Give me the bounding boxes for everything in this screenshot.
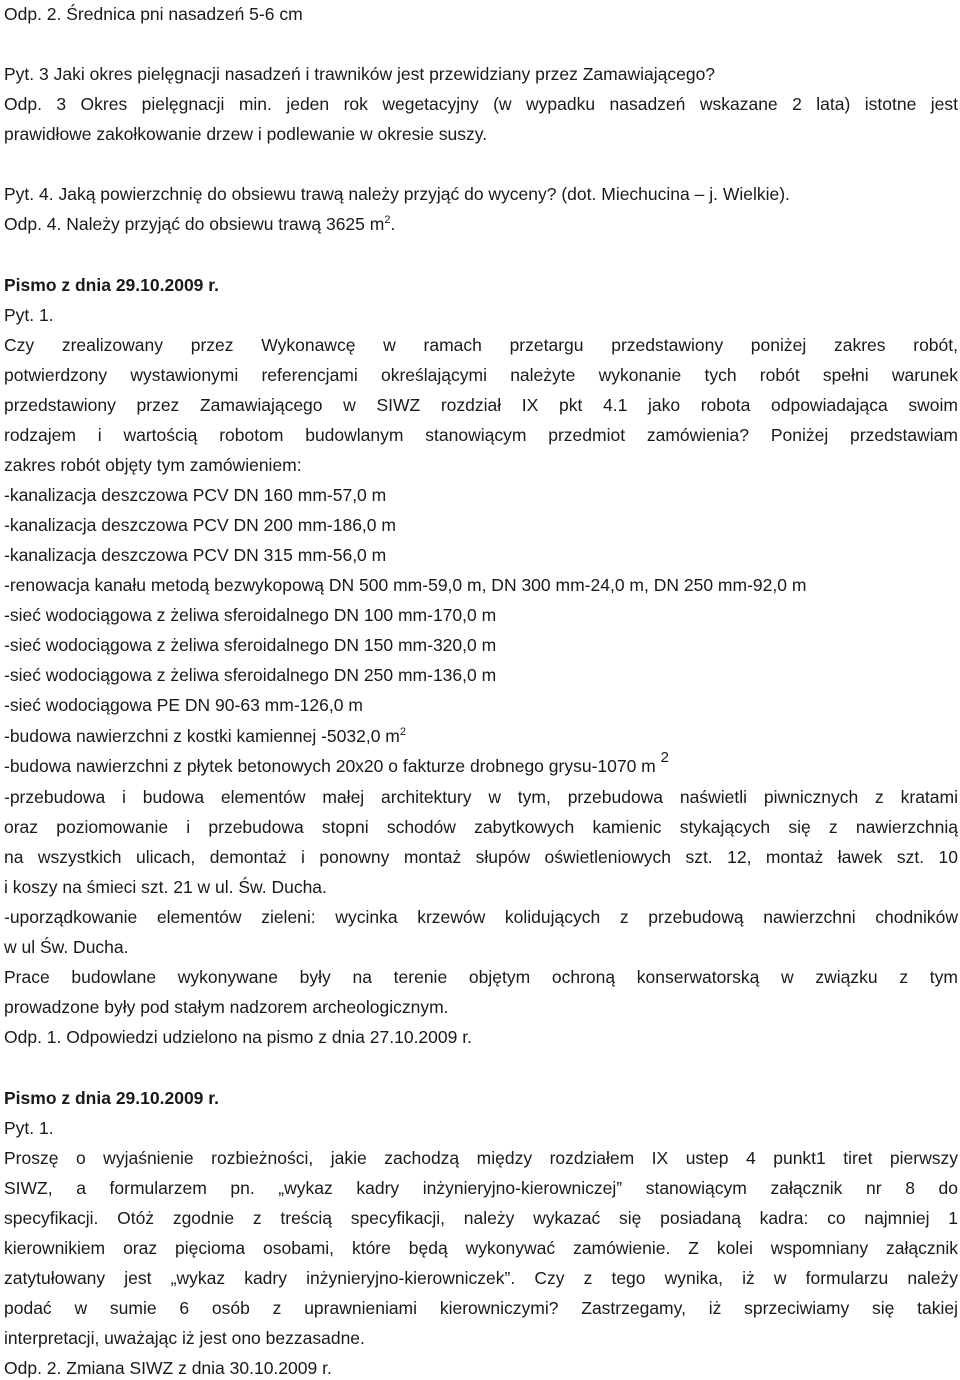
scope-item: -renowacja kanału metodą bezwykopową DN 500 mm-59,0 m, DN 300 mm-24,0 m, DN 250 mm-92,0 m [4,575,807,595]
letter-heading-2: Pismo z dnia 29.10.2009 r. [4,1088,219,1108]
answer-3-line-1: Odp. 3 Okres pielęgnacji min. jeden rok wegetacyjny (w wypadku nasadzeń wskazane 2 lata) istotne jest [4,94,958,114]
answer-4-line [4,214,395,234]
scope-item: -kanalizacja deszczowa PCV DN 315 mm-56,0 m [4,545,387,565]
scope-item-text: -budowa nawierzchni z kostki kamiennej -5032,0 m [4,726,400,746]
question-1b-label: Pyt. 1. [4,1118,54,1138]
scope-item-superscript: 2 [399,726,407,738]
paragraph-line-2: prowadzone były pod stałym nadzorem archeologicznym. [4,997,449,1017]
answer-4-period: . [390,214,396,234]
scope-item: -sieć wodociągowa z żeliwa sferoidalnego DN 100 mm-170,0 m [4,605,497,625]
scope-item [4,749,669,776]
answer-3-line-2: prawidłowe zakołkowanie drzew i podlewanie w okresie suszy. [4,124,488,144]
question-1-line-2: potwierdzony wystawionymi referencjami określającymi należyte wykonanie tych robót spełni warunek [4,365,958,385]
scope-item: -kanalizacja deszczowa PCV DN 200 mm-186,0 m [4,515,396,535]
scope-item: -kanalizacja deszczowa PCV DN 160 mm-57,0 m [4,485,387,505]
question-1b-line-6: podać w sumie 6 osób z uprawnieniami kierowniczymi? Zastrzegamy, iż sprzeciwiamy się takiej [4,1298,958,1318]
question-1b-line-7: interpretacji, uważając iż jest ono bezzasadne. [4,1328,365,1348]
question-4-line: Pyt. 4. Jaką powierzchnię do obsiewu trawą należy przyjąć do wyceny? (dot. Miechucina – j. Wielkie). [4,184,790,204]
answer-2-line: Odp. 2. Średnica pni nasadzeń 5-6 cm [4,4,303,24]
scope-item-line-3: na wszystkich ulicach, demontaż i ponowny montaż słupów oświetleniowych szt. 12, montaż ławek szt. 10 [4,847,958,867]
scope-item-text: -budowa nawierzchni z płytek betonowych 20x20 o fakturze drobnego grysu-1070 m [4,756,661,776]
scope-item-line-4: i koszy na śmieci szt. 21 w ul. Św. Ducha. [4,877,327,897]
question-1-label: Pyt. 1. [4,305,54,325]
paragraph-line-1: Prace budowlane wykonywane były na terenie objętym ochroną konserwatorską w związku z tym [4,967,958,987]
scope-item-line-2: w ul Św. Ducha. [4,937,129,957]
scope-item-line-1: -uporządkowanie elementów zieleni: wycinka krzewów kolidujących z przebudową nawierzchni chodników [4,907,958,927]
scope-item-line-2: oraz poziomowanie i przebudowa stopni schodów zabytkowych kamienic stykających się z nawierzchnią [4,817,958,837]
answer-1-line: Odp. 1. Odpowiedzi udzielono na pismo z dnia 27.10.2009 r. [4,1027,472,1047]
answer-4-superscript: 2 [384,214,391,226]
question-1b-line-1: Proszę o wyjaśnienie rozbieżności, jakie zachodzą między rozdziałem IX ustep 4 punkt1 tiret pierwszy [4,1148,958,1168]
question-1b-line-3: specyfikacji. Otóż zgodnie z treścią specyfikacji, należy wykazać się posiadaną kadra: co najmniej 1 [4,1208,958,1228]
letter-heading-1: Pismo z dnia 29.10.2009 r. [4,275,219,295]
answer-2b-line: Odp. 2. Zmiana SIWZ z dnia 30.10.2009 r. [4,1358,332,1378]
question-1b-line-4: kierownikiem oraz pięcioma osobami, które będą wykonywać zamówienie. Z kolei wspomniany załącznik [4,1238,958,1258]
question-1b-line-5: zatytułowany jest „wykaz kadry inżynieryjno-kierowniczek”. Czy z tego wynika, iż w formularzu należy [4,1268,958,1288]
scope-item-line-1: -przebudowa i budowa elementów małej architektury w tym, przebudowa naświetli piwnicznych z kratami [4,787,958,807]
scope-item: -sieć wodociągowa z żeliwa sferoidalnego DN 250 mm-136,0 m [4,665,497,685]
scope-item: -sieć wodociągowa PE DN 90-63 mm-126,0 m [4,695,363,715]
question-3-line: Pyt. 3 Jaki okres pielęgnacji nasadzeń i trawników jest przewidziany przez Zamawiającego? [4,64,716,84]
scope-item: -sieć wodociągowa z żeliwa sferoidalnego DN 150 mm-320,0 m [4,635,497,655]
question-1-line-4: rodzajem i wartością robotom budowlanym stanowiącym przedmiot zamówienia? Poniżej przedstawiam [4,425,958,445]
question-1-line-3: przedstawiony przez Zamawiającego w SIWZ rozdział IX pkt 4.1 jako robota odpowiadająca swoim [4,395,958,415]
scope-item [4,726,406,746]
question-1-line-5: zakres robót objęty tym zamówieniem: [4,455,302,475]
question-1-line-1: Czy zrealizowany przez Wykonawcę w ramach przetargu przedstawiony poniżej zakres robót, [4,335,958,355]
question-1b-line-2: SIWZ, a formularzem pn. „wykaz kadry inżynieryjno-kierowniczej” stanowiącym załącznik nr 8 do [4,1178,958,1198]
answer-4-text: Odp. 4. Należy przyjąć do obsiewu trawą 3625 m [4,214,385,234]
scope-item-superscript: 2 [660,749,669,766]
